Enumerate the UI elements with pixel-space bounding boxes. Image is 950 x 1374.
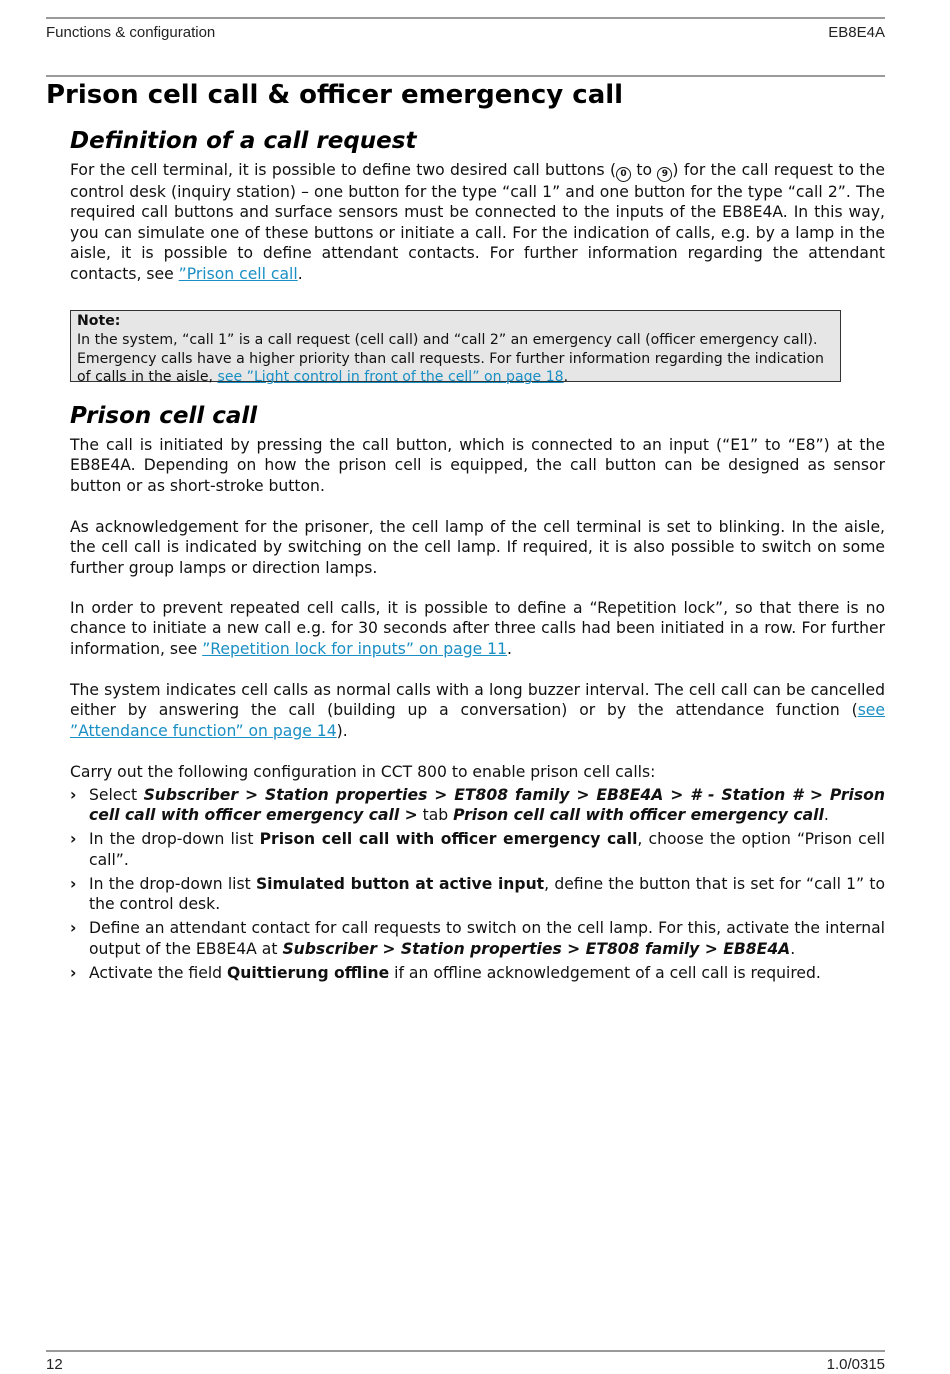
- definition-paragraph: For the cell terminal, it is possible to define two desired call buttons ( 0 to 9 ) for the call request to the control desk (inquiry station) – one button for the type “call 1” and one button for the type “call 2”. The required call buttons and surface sensors must be connected to the inputs of the EB8E4A. In this way, you can simulate one of these buttons or initiate a call. For the indication of calls, e.g. by a lamp in the aisle, it is possible to define attendant contacts. For further information regarding the attendant contacts, see ”Prison cell call.: [70, 161, 885, 283]
- cell-call-paragraph-5: Carry out the following configuration in CCT 800 to enable prison cell calls:: [70, 763, 656, 781]
- step-2: › In the drop-down list Prison cell call with officer emergency call, choose the option “Prison cell call”.: [70, 830, 886, 869]
- page-number: 12: [46, 1356, 63, 1373]
- attendance-function-link[interactable]: see ”Attendance function” on page 14: [70, 701, 885, 740]
- cell-call-paragraph-2: As acknowledgement for the prisoner, the cell lamp of the cell terminal is set to blinking. In the aisle, the cell call is indicated by switching on the cell lamp. If required, it is also possible to switch on some further group lamps or direction lamps.: [70, 518, 885, 577]
- step-4: › Define an attendant contact for call requests to switch on the cell lamp. For this, activate the internal output of the EB8E4A at Subscriber > Station properties > ET808 family > EB8E4A.: [70, 919, 885, 958]
- step-1: › Select Subscriber > Station properties > ET808 family > EB8E4A > # - Station # > Prison cell call with officer emergency call > tab Prison cell call with officer emergency call.: [70, 786, 885, 825]
- bullet-arrow-icon: ›: [70, 830, 77, 849]
- step-3: › In the drop-down list Simulated button at active input, define the button that is set for “call 1” to the control desk.: [70, 874, 886, 914]
- header-section: Functions & configuration: [46, 24, 216, 41]
- bullet-arrow-icon: ›: [70, 919, 77, 938]
- cell-call-paragraph-3: In order to prevent repeated cell calls, it is possible to define a “Repetition lock”, so that there is no chance to initiate a new call e.g. for 30 seconds after three calls had been initiated in a row. For further information, see ”Repetition lock for inputs” on page 11.: [70, 599, 885, 658]
- header-rule: [46, 75, 885, 77]
- call-button-0-icon: 0: [616, 167, 631, 182]
- page-title: Prison cell call & officer emergency call: [46, 80, 624, 110]
- repetition-lock-link[interactable]: ”Repetition lock for inputs” on page 11: [202, 639, 507, 658]
- note-title: Note:: [77, 313, 121, 329]
- bullet-arrow-icon: ›: [70, 786, 77, 804]
- note-box: [70, 310, 841, 386]
- configuration-steps: [70, 785, 885, 987]
- definition-heading: Definition of a call request: [70, 128, 417, 154]
- prison-cell-call-link[interactable]: ”Prison cell call: [178, 264, 298, 283]
- header-product: EB8E4A: [828, 24, 885, 41]
- document-version: 1.0/0315: [826, 1356, 885, 1373]
- cell-call-paragraph-4: The system indicates cell calls as normal calls with a long buzzer interval. The cell call can be cancelled either by answering the call (building up a conversation) or by the attendance function (see ”Attendance function” on page 14).: [70, 681, 885, 740]
- top-rule: [46, 17, 885, 19]
- bullet-arrow-icon: ›: [70, 874, 77, 893]
- note-text: In the system, “call 1” is a call request (cell call) and “call 2” an emergency call (officer emergency call). Emergency calls have a higher priority than call requests. For further information regarding the indication of calls in the aisle, see ”Light control in front of the cell” on page 18.: [77, 331, 824, 386]
- bullet-arrow-icon: ›: [70, 963, 77, 982]
- light-control-link[interactable]: see ”Light control in front of the cell” on page 18: [217, 369, 564, 386]
- call-button-9-icon: 9: [657, 167, 672, 182]
- footer-rule: [46, 1350, 885, 1352]
- step-5: › Activate the field Quittierung offline if an offline acknowledgement of a cell call is required.: [70, 963, 821, 982]
- cell-call-paragraph-1: The call is initiated by pressing the call button, which is connected to an input (“E1” to “E8”) at the EB8E4A. Depending on how the prison cell is equipped, the call button can be designed as sensor button or as short-stroke button.: [70, 436, 885, 495]
- prison-cell-call-heading: Prison cell call: [70, 403, 258, 429]
